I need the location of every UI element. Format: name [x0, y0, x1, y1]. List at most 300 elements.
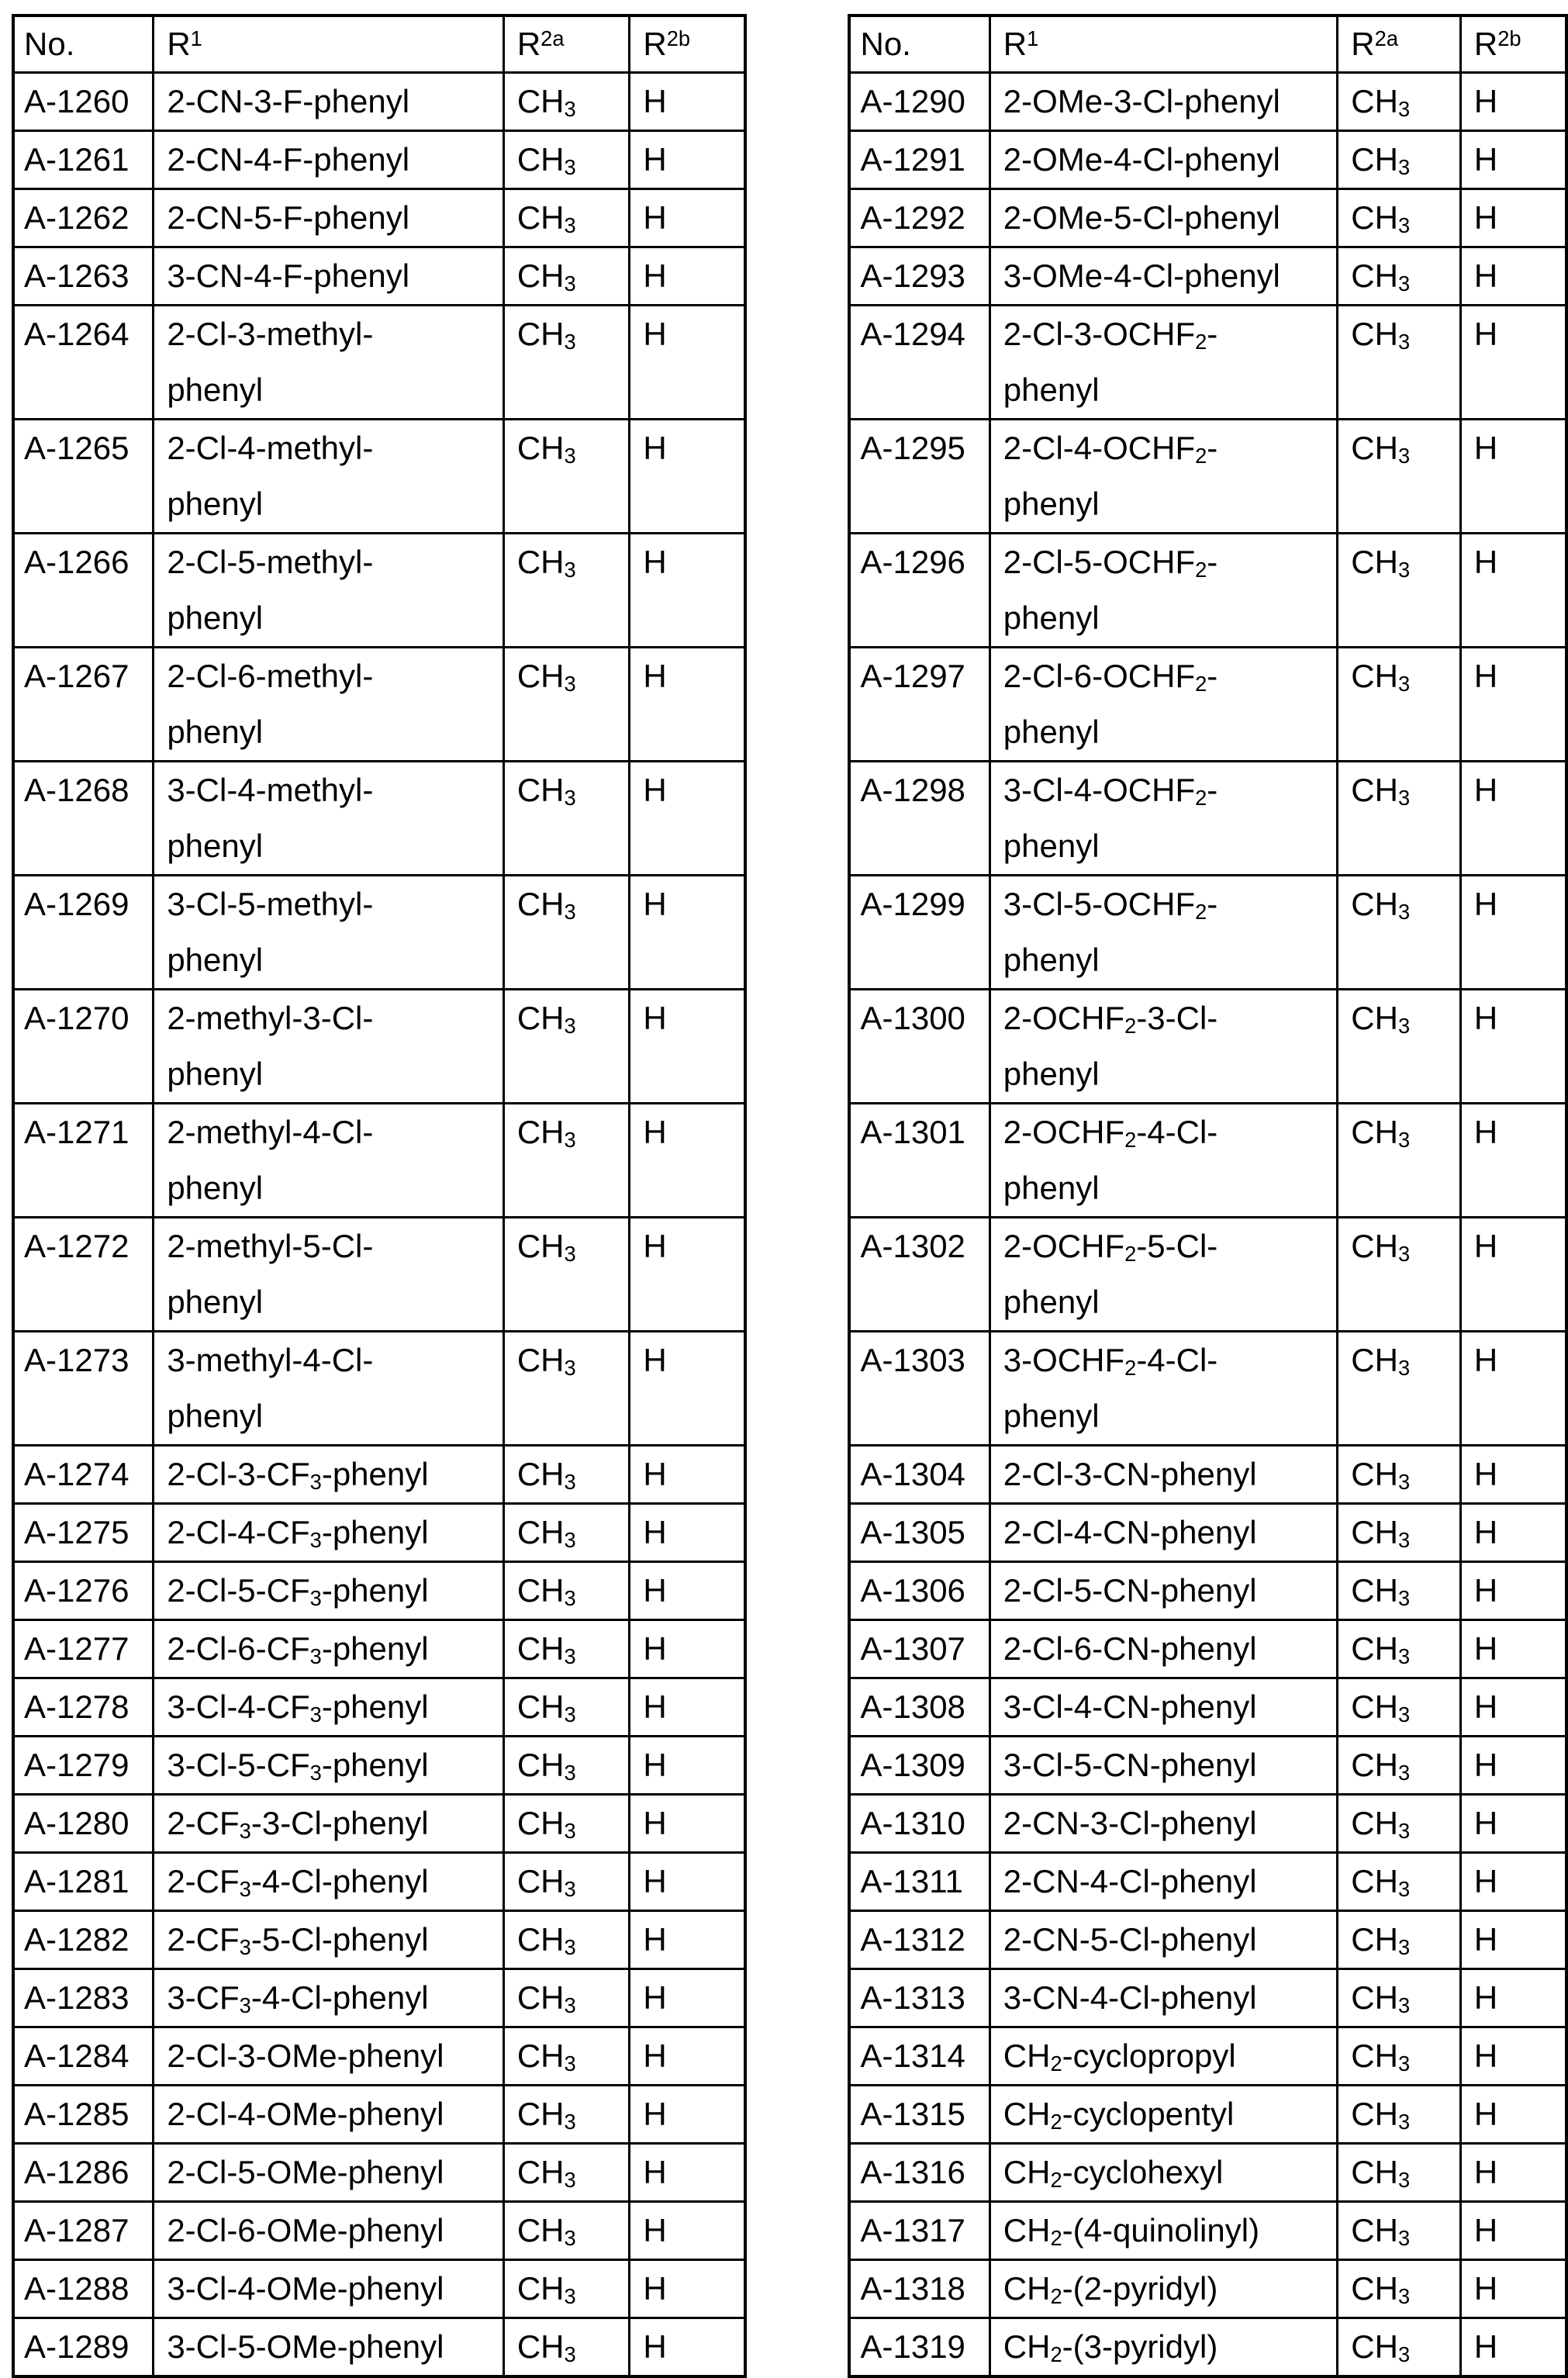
table-row: [13, 1678, 745, 1737]
r1-line: 2-Cl-3-CN-phenyl: [1003, 1456, 1257, 1492]
cell-compound-no: A-1268: [13, 762, 154, 876]
r1-line: $2-OCHF_2-5-Cl-$: [1003, 1228, 1218, 1266]
table-row: [13, 1562, 745, 1620]
r1-line: 3-Cl-4-methyl-: [167, 772, 374, 808]
cell-r2b-substituent: H: [630, 1104, 746, 1218]
table-row: [13, 1446, 745, 1504]
cell-r2b-substituent: H: [1460, 2260, 1566, 2318]
cell-compound-no: A-1287: [13, 2202, 154, 2260]
cell-compound-no: A-1292: [849, 189, 989, 247]
cell-r2a-substituent: $CH_3$: [1338, 1620, 1461, 1678]
cell-r2a-substituent: $CH_3$: [503, 1104, 630, 1218]
cell-r2a-substituent: $CH_3$: [503, 1218, 630, 1332]
cell-r1-substituent: [154, 189, 504, 247]
cell-r1-substituent: [989, 1218, 1338, 1332]
r1-line: $2-Cl-4-OCHF_2-$: [1003, 430, 1218, 468]
r1-line: 3-Cl-5-methyl-: [167, 886, 374, 922]
cell-r1-substituent: [154, 420, 504, 534]
header-r1: $R^1$: [154, 16, 504, 73]
cell-r1-substituent: [989, 2202, 1338, 2260]
table-row: [13, 1911, 745, 1969]
cell-r1-substituent: [989, 762, 1338, 876]
cell-r1-substituent: [989, 1853, 1338, 1911]
cell-r2a-substituent: $CH_3$: [503, 1620, 630, 1678]
cell-r2b-substituent: H: [630, 1737, 746, 1795]
cell-r2b-substituent: H: [630, 1678, 746, 1737]
table-row: [849, 2027, 1566, 2086]
cell-r2a-substituent: $CH_3$: [503, 189, 630, 247]
table-row: [849, 73, 1566, 131]
r1-line: phenyl: [1003, 1056, 1100, 1092]
r1-line: $2-OCHF_2-4-Cl-$: [1003, 1114, 1218, 1152]
cell-r2a-substituent: $CH_3$: [503, 1853, 630, 1911]
cell-compound-no: A-1260: [13, 73, 154, 131]
table-row: [13, 648, 745, 762]
cell-r2a-substituent: $CH_3$: [503, 1969, 630, 2027]
cell-r2a-substituent: $CH_3$: [1338, 131, 1461, 189]
cell-r2b-substituent: H: [1460, 2202, 1566, 2260]
cell-r2b-substituent: H: [630, 2144, 746, 2202]
r1-line: $2-CF_3-5-Cl$-phenyl: [167, 1921, 429, 1959]
cell-r2a-substituent: $CH_3$: [1338, 1446, 1461, 1504]
cell-r1-substituent: [154, 990, 504, 1104]
cell-r2b-substituent: H: [1460, 131, 1566, 189]
r1-line: $2-OCHF_2-3-Cl-$: [1003, 1000, 1218, 1038]
cell-r2a-substituent: $CH_3$: [1338, 2086, 1461, 2144]
cell-r1-substituent: [989, 131, 1338, 189]
cell-r2a-substituent: $CH_3$: [1338, 876, 1461, 990]
r1-line: 2-Cl-5-methyl-: [167, 544, 374, 580]
cell-r1-substituent: [154, 2027, 504, 2086]
r1-line: $3-OCHF_2-4-Cl-$: [1003, 1342, 1218, 1380]
cell-r2b-substituent: H: [1460, 990, 1566, 1104]
cell-r2a-substituent: $CH_3$: [503, 1504, 630, 1562]
table-row: [849, 420, 1566, 534]
r1-line: phenyl: [1003, 372, 1100, 408]
cell-compound-no: A-1283: [13, 1969, 154, 2027]
header-r2b: $R^{2b}$: [1460, 16, 1566, 73]
table-row: [13, 762, 745, 876]
r1-line: phenyl: [167, 1398, 264, 1434]
cell-r2a-substituent: $CH_3$: [503, 2260, 630, 2318]
cell-r2b-substituent: H: [1460, 1332, 1566, 1446]
cell-r2a-substituent: $CH_3$: [1338, 2202, 1461, 2260]
cell-compound-no: A-1286: [13, 2144, 154, 2202]
cell-compound-no: A-1304: [849, 1446, 989, 1504]
cell-compound-no: A-1303: [849, 1332, 989, 1446]
table-row: [13, 131, 745, 189]
r1-line: 2-OMe-5-Cl-phenyl: [1003, 199, 1280, 236]
cell-r1-substituent: [154, 1678, 504, 1737]
r1-line: 2-Cl-6-OMe-phenyl: [167, 2212, 444, 2248]
cell-r2b-substituent: H: [630, 1218, 746, 1332]
cell-r2b-substituent: H: [1460, 762, 1566, 876]
table-row: [13, 1795, 745, 1853]
cell-r2a-substituent: $CH_3$: [503, 73, 630, 131]
table-row: [849, 1620, 1566, 1678]
cell-r2b-substituent: H: [630, 420, 746, 534]
cell-r2b-substituent: H: [630, 1620, 746, 1678]
cell-r2a-substituent: $CH_3$: [503, 2202, 630, 2260]
r1-line: phenyl: [167, 1056, 264, 1092]
cell-compound-no: A-1317: [849, 2202, 989, 2260]
compound-table-right: [848, 14, 1568, 2378]
cell-r2b-substituent: H: [1460, 1795, 1566, 1853]
cell-compound-no: A-1281: [13, 1853, 154, 1911]
cell-r2a-substituent: $CH_3$: [503, 1678, 630, 1737]
r1-line: 2-OMe-3-Cl-phenyl: [1003, 83, 1280, 119]
cell-r2a-substituent: $CH_3$: [503, 1446, 630, 1504]
cell-r2a-substituent: $CH_3$: [503, 306, 630, 420]
cell-r2a-substituent: $CH_3$: [503, 2318, 630, 2377]
table-row: [13, 1218, 745, 1332]
cell-r2b-substituent: H: [630, 1446, 746, 1504]
cell-compound-no: A-1308: [849, 1678, 989, 1737]
r1-line: 2-Cl-6-methyl-: [167, 658, 374, 694]
cell-r2a-substituent: $CH_3$: [1338, 648, 1461, 762]
table-row: [849, 2260, 1566, 2318]
r1-line: phenyl: [167, 600, 264, 636]
r1-line: $3-Cl-4-CF_3$-phenyl: [167, 1688, 429, 1726]
table-row: [13, 2144, 745, 2202]
cell-r1-substituent: [154, 247, 504, 306]
cell-r2a-substituent: $CH_3$: [503, 762, 630, 876]
cell-r2b-substituent: H: [1460, 420, 1566, 534]
table-row: [849, 1446, 1566, 1504]
cell-r1-substituent: [989, 73, 1338, 131]
cell-r2a-substituent: $CH_3$: [503, 2144, 630, 2202]
r1-line: 2-CN-3-F-phenyl: [167, 83, 410, 119]
r1-line: 2-CN-5-Cl-phenyl: [1003, 1921, 1257, 1958]
cell-compound-no: A-1306: [849, 1562, 989, 1620]
cell-compound-no: A-1297: [849, 648, 989, 762]
table-row: [849, 876, 1566, 990]
cell-r2b-substituent: H: [630, 762, 746, 876]
r1-line: $2-Cl-6-CF_3$-phenyl: [167, 1630, 429, 1668]
table-row: [849, 189, 1566, 247]
cell-r2b-substituent: H: [1460, 1504, 1566, 1562]
table-row: [849, 2202, 1566, 2260]
cell-r2a-substituent: $CH_3$: [1338, 1218, 1461, 1332]
table-row: [13, 189, 745, 247]
cell-r2b-substituent: H: [1460, 876, 1566, 990]
cell-compound-no: A-1316: [849, 2144, 989, 2202]
header-row: [13, 16, 745, 73]
cell-r1-substituent: [989, 2260, 1338, 2318]
r1-line: $2-Cl-4-CF_3$-phenyl: [167, 1514, 429, 1552]
table-row: [13, 2318, 745, 2377]
table-row: [13, 990, 745, 1104]
cell-r1-substituent: [989, 420, 1338, 534]
cell-r2a-substituent: $CH_3$: [1338, 1737, 1461, 1795]
header-row: [849, 16, 1566, 73]
r1-line: phenyl: [1003, 714, 1100, 750]
cell-r1-substituent: [989, 1620, 1338, 1678]
cell-r1-substituent: [154, 1737, 504, 1795]
cell-r2b-substituent: H: [630, 534, 746, 648]
cell-compound-no: A-1270: [13, 990, 154, 1104]
cell-r2b-substituent: H: [1460, 1446, 1566, 1504]
r1-line: $2-CF_3-3-Cl$-phenyl: [167, 1805, 429, 1843]
r1-line: $2-Cl-6-OCHF_2-$: [1003, 658, 1218, 696]
cell-compound-no: A-1263: [13, 247, 154, 306]
r1-line: 2-Cl-4-methyl-: [167, 430, 374, 466]
cell-compound-no: A-1293: [849, 247, 989, 306]
cell-r2a-substituent: $CH_3$: [1338, 420, 1461, 534]
cell-r1-substituent: [154, 1969, 504, 2027]
table-row: [13, 1969, 745, 2027]
r1-line: $3-Cl-5-CF_3$-phenyl: [167, 1747, 429, 1785]
cell-r2a-substituent: $CH_3$: [1338, 990, 1461, 1104]
cell-compound-no: A-1282: [13, 1911, 154, 1969]
table-row: [849, 1218, 1566, 1332]
cell-r1-substituent: [989, 1562, 1338, 1620]
cell-compound-no: A-1289: [13, 2318, 154, 2377]
cell-r2b-substituent: H: [1460, 1562, 1566, 1620]
cell-r2a-substituent: $CH_3$: [1338, 1332, 1461, 1446]
cell-r2b-substituent: H: [630, 2260, 746, 2318]
cell-r2b-substituent: H: [1460, 1218, 1566, 1332]
cell-r2a-substituent: $CH_3$: [1338, 1678, 1461, 1737]
r1-line: 2-Cl-6-CN-phenyl: [1003, 1630, 1257, 1667]
cell-compound-no: A-1275: [13, 1504, 154, 1562]
cell-compound-no: A-1296: [849, 534, 989, 648]
cell-r2b-substituent: H: [1460, 534, 1566, 648]
cell-r2b-substituent: H: [630, 306, 746, 420]
cell-r1-substituent: [154, 131, 504, 189]
cell-compound-no: A-1272: [13, 1218, 154, 1332]
r1-line: phenyl: [1003, 486, 1100, 522]
cell-r1-substituent: [154, 762, 504, 876]
r1-line: phenyl: [167, 942, 264, 978]
cell-r2b-substituent: H: [1460, 1104, 1566, 1218]
table-row: [13, 420, 745, 534]
cell-r1-substituent: [154, 1104, 504, 1218]
cell-r2b-substituent: H: [630, 2202, 746, 2260]
table-row: [849, 247, 1566, 306]
cell-r2a-substituent: $CH_3$: [503, 2027, 630, 2086]
cell-r1-substituent: [989, 2027, 1338, 2086]
table-row: [13, 2027, 745, 2086]
cell-r2a-substituent: $CH_3$: [1338, 1504, 1461, 1562]
r1-line: phenyl: [167, 714, 264, 750]
cell-r1-substituent: [154, 2318, 504, 2377]
cell-r2b-substituent: H: [630, 990, 746, 1104]
cell-r1-substituent: [154, 1620, 504, 1678]
cell-compound-no: A-1305: [849, 1504, 989, 1562]
table-row: [849, 1795, 1566, 1853]
cell-r1-substituent: [989, 2318, 1338, 2377]
cell-compound-no: A-1274: [13, 1446, 154, 1504]
cell-compound-no: A-1264: [13, 306, 154, 420]
cell-r1-substituent: [154, 2086, 504, 2144]
r1-line: $CH_2$-cyclohexyl: [1003, 2154, 1224, 2192]
cell-r1-substituent: [989, 1737, 1338, 1795]
cell-r1-substituent: [989, 306, 1338, 420]
r1-line: 3-Cl-5-OMe-phenyl: [167, 2328, 444, 2365]
cell-r1-substituent: [154, 1853, 504, 1911]
cell-r2b-substituent: H: [1460, 648, 1566, 762]
r1-line: 2-Cl-3-methyl-: [167, 316, 374, 352]
cell-r1-substituent: [989, 189, 1338, 247]
header-no: No.: [849, 16, 989, 73]
r1-line: phenyl: [167, 828, 264, 864]
r1-line: phenyl: [167, 1284, 264, 1320]
cell-r1-substituent: [989, 990, 1338, 1104]
cell-r2b-substituent: H: [1460, 1911, 1566, 1969]
r1-line: 2-CN-4-F-phenyl: [167, 141, 410, 178]
cell-compound-no: A-1300: [849, 990, 989, 1104]
cell-r2a-substituent: $CH_3$: [1338, 247, 1461, 306]
cell-r2b-substituent: H: [1460, 73, 1566, 131]
cell-r2a-substituent: $CH_3$: [1338, 534, 1461, 648]
r1-line: $2-CF_3-4-Cl$-phenyl: [167, 1863, 429, 1901]
cell-r2a-substituent: $CH_3$: [1338, 1969, 1461, 2027]
cell-r2b-substituent: H: [1460, 189, 1566, 247]
cell-compound-no: A-1262: [13, 189, 154, 247]
r1-line: phenyl: [1003, 1284, 1100, 1320]
cell-r1-substituent: [154, 2144, 504, 2202]
cell-r2b-substituent: H: [630, 1332, 746, 1446]
cell-compound-no: A-1279: [13, 1737, 154, 1795]
cell-compound-no: A-1298: [849, 762, 989, 876]
cell-r2b-substituent: H: [630, 247, 746, 306]
r1-line: $3-Cl-5-OCHF_2-$: [1003, 886, 1218, 924]
cell-r2a-substituent: $CH_3$: [503, 1332, 630, 1446]
cell-r2a-substituent: $CH_3$: [1338, 1853, 1461, 1911]
table-row: [849, 1104, 1566, 1218]
cell-compound-no: A-1277: [13, 1620, 154, 1678]
cell-r2a-substituent: $CH_3$: [503, 534, 630, 648]
r1-line: $3-CF_3-4-Cl$-phenyl: [167, 1979, 429, 2017]
cell-r2b-substituent: H: [1460, 2144, 1566, 2202]
cell-r2b-substituent: H: [1460, 306, 1566, 420]
table-row: [849, 648, 1566, 762]
table-body: [849, 73, 1566, 2377]
cell-compound-no: A-1311: [849, 1853, 989, 1911]
r1-line: 3-CN-4-Cl-phenyl: [1003, 1979, 1257, 2016]
cell-r1-substituent: [989, 1911, 1338, 1969]
cell-r1-substituent: [989, 247, 1338, 306]
cell-r2a-substituent: $CH_3$: [1338, 2318, 1461, 2377]
table-row: [13, 1332, 745, 1446]
table-row: [849, 2144, 1566, 2202]
table-row: [849, 1911, 1566, 1969]
table-body: [13, 73, 745, 2377]
table-row: [849, 990, 1566, 1104]
cell-r2b-substituent: H: [1460, 1969, 1566, 2027]
r1-line: $CH_2-(3-pyridyl)$: [1003, 2328, 1218, 2366]
cell-r1-substituent: [154, 1218, 504, 1332]
table-row: [849, 1562, 1566, 1620]
r1-line: 3-Cl-5-CN-phenyl: [1003, 1747, 1257, 1783]
cell-compound-no: A-1267: [13, 648, 154, 762]
r1-line: 3-methyl-4-Cl-: [167, 1342, 374, 1378]
cell-r2b-substituent: H: [1460, 1678, 1566, 1737]
table-row: [849, 1504, 1566, 1562]
table-row: [13, 1620, 745, 1678]
cell-compound-no: A-1294: [849, 306, 989, 420]
cell-r2b-substituent: H: [630, 189, 746, 247]
compound-table-left: [12, 14, 747, 2378]
cell-compound-no: A-1280: [13, 1795, 154, 1853]
cell-compound-no: A-1276: [13, 1562, 154, 1620]
cell-r2b-substituent: H: [630, 2318, 746, 2377]
cell-r1-substituent: [154, 648, 504, 762]
r1-line: 2-Cl-3-OMe-phenyl: [167, 2038, 444, 2074]
cell-r2b-substituent: H: [630, 1969, 746, 2027]
table-row: [13, 2202, 745, 2260]
cell-r1-substituent: [154, 534, 504, 648]
r1-line: 3-CN-4-F-phenyl: [167, 258, 410, 294]
cell-r2b-substituent: H: [630, 73, 746, 131]
cell-r2a-substituent: $CH_3$: [1338, 73, 1461, 131]
table-row: [849, 131, 1566, 189]
cell-compound-no: A-1319: [849, 2318, 989, 2377]
cell-r2b-substituent: H: [630, 1795, 746, 1853]
table-row: [13, 876, 745, 990]
cell-r2b-substituent: H: [1460, 2027, 1566, 2086]
table-row: [849, 762, 1566, 876]
cell-r2b-substituent: H: [630, 876, 746, 990]
table-row: [849, 2086, 1566, 2144]
cell-r2b-substituent: H: [1460, 2086, 1566, 2144]
cell-r2a-substituent: $CH_3$: [503, 990, 630, 1104]
r1-line: $CH_2$-cyclopropyl: [1003, 2038, 1236, 2076]
cell-r1-substituent: [154, 306, 504, 420]
r1-line: phenyl: [167, 372, 264, 408]
cell-r2b-substituent: H: [1460, 1620, 1566, 1678]
cell-compound-no: A-1271: [13, 1104, 154, 1218]
cell-r2b-substituent: H: [1460, 2318, 1566, 2377]
cell-r1-substituent: [989, 1504, 1338, 1562]
cell-compound-no: A-1269: [13, 876, 154, 990]
r1-line: phenyl: [1003, 828, 1100, 864]
table-row: [13, 1737, 745, 1795]
table-row: [13, 1104, 745, 1218]
cell-compound-no: A-1295: [849, 420, 989, 534]
r1-line: 2-CN-4-Cl-phenyl: [1003, 1863, 1257, 1899]
cell-r2a-substituent: $CH_3$: [1338, 2260, 1461, 2318]
cell-r1-substituent: [154, 1504, 504, 1562]
cell-r2a-substituent: $CH_3$: [503, 420, 630, 534]
table-row: [13, 306, 745, 420]
cell-compound-no: A-1314: [849, 2027, 989, 2086]
r1-line: 2-methyl-5-Cl-: [167, 1228, 374, 1264]
cell-r1-substituent: [154, 2202, 504, 2260]
cell-compound-no: A-1265: [13, 420, 154, 534]
r1-line: $CH_2-(4-quinolinyl)$: [1003, 2212, 1260, 2250]
cell-r2b-substituent: H: [630, 2027, 746, 2086]
r1-line: $3-Cl-4-OCHF_2-$: [1003, 772, 1218, 810]
table-row: [849, 1737, 1566, 1795]
cell-compound-no: A-1284: [13, 2027, 154, 2086]
r1-line: 2-OMe-4-Cl-phenyl: [1003, 141, 1280, 178]
table-row: [849, 1969, 1566, 2027]
r1-line: phenyl: [1003, 942, 1100, 978]
cell-compound-no: A-1288: [13, 2260, 154, 2318]
cell-r1-substituent: [154, 73, 504, 131]
cell-r2a-substituent: $CH_3$: [503, 1562, 630, 1620]
cell-r2a-substituent: $CH_3$: [503, 2086, 630, 2144]
table-row: [849, 1332, 1566, 1446]
table-row: [13, 2086, 745, 2144]
table-row: [13, 534, 745, 648]
cell-r2b-substituent: H: [1460, 1853, 1566, 1911]
cell-compound-no: A-1285: [13, 2086, 154, 2144]
r1-line: 2-CN-3-Cl-phenyl: [1003, 1805, 1257, 1841]
r1-line: phenyl: [167, 486, 264, 522]
